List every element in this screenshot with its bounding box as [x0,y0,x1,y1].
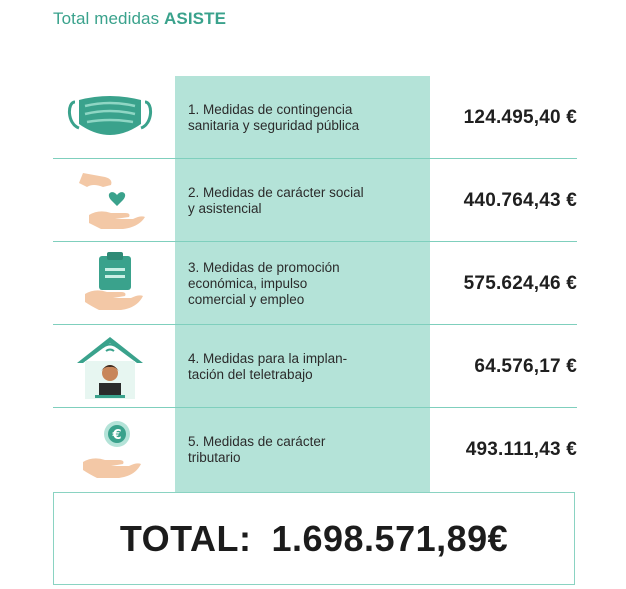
home-office-icon [65,333,155,401]
measure-label: 1. Medidas de contingencia sanitaria y seguridad pública [188,101,360,133]
measure-amount: 575.624,46 € [463,272,577,294]
measure-row [53,242,577,325]
measure-row [53,408,577,491]
total-label: TOTAL: [119,517,252,559]
measure-row [53,159,577,242]
title-brand: ASISTE [164,9,227,28]
face-mask-icon [65,84,155,152]
total-box [53,492,575,585]
measure-label: 2. Medidas de carácter social y asistencial [188,184,364,216]
total-line [120,518,508,560]
measure-label: 3. Medidas de promoción económica, impulso comercial y empleo [188,259,340,307]
svg-text:€: € [112,428,122,443]
hand-heart-icon [65,167,155,235]
clipboard-hand-icon [65,250,155,318]
title-prefix: Total medidas [53,9,160,28]
measure-label: 4. Medidas para la implan- tación del teletrabajo [188,350,348,382]
total-value: 1.698.571,89€ [271,517,509,559]
measure-amount: 124.495,40 € [463,106,577,128]
measure-amount: 440.764,43 € [463,189,577,211]
measure-label: 5. Medidas de carácter tributario [188,433,326,465]
euro-coin-hand-icon [65,416,155,484]
measure-row [53,76,577,159]
page-title [53,9,226,29]
measure-amount: 493.111,43 € [465,438,577,460]
measure-amount: 64.576,17 € [474,355,577,377]
measure-row [53,325,577,408]
